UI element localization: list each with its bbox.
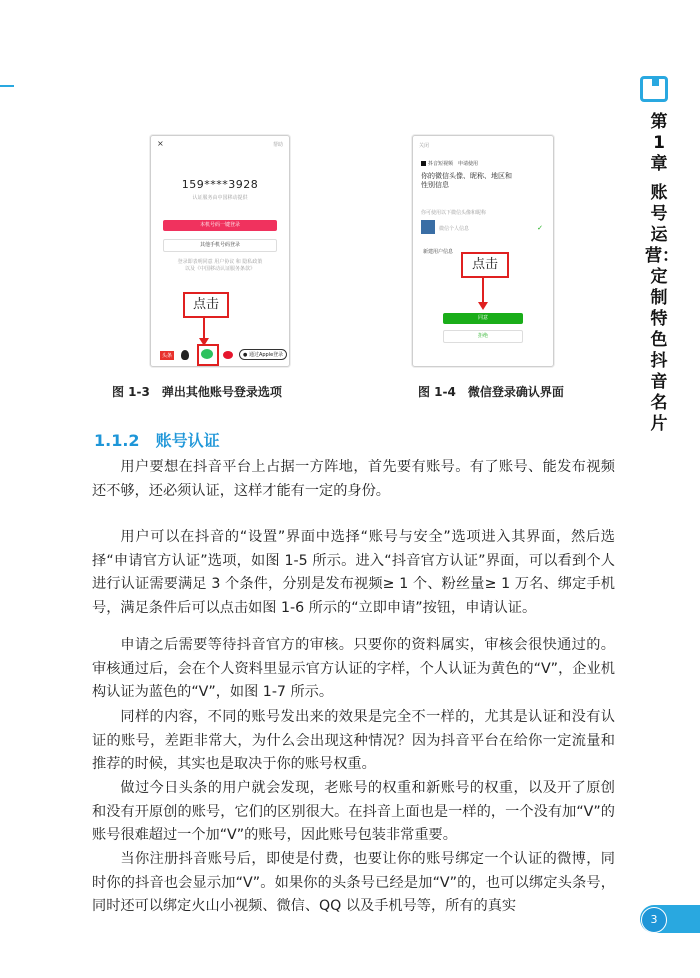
close-link: 关闭 — [419, 143, 430, 149]
figure-1-4-screenshot — [412, 135, 554, 367]
chapter-title: 账号运营：定制特色抖音名片 — [645, 183, 679, 434]
callout-arrowhead — [478, 302, 488, 310]
paragraph-3: 申请之后需要等待抖音官方的审核。只要你的资料属实，审核会很快通过的。审核通过后，会在个人资料里显示官方认证的字样，个人认证为黄色的“V”，企业机构认证为蓝色的“V”，如图 1-7 所示。 — [92, 637, 615, 701]
agreement-line-1: 登录即表明同意 用户协议 和 隐私政策 — [177, 259, 263, 265]
request-text: 你的微信头像、昵称、地区和性别信息 — [421, 172, 512, 189]
page-number: 3 — [641, 907, 667, 933]
douyin-icon — [421, 161, 426, 166]
paragraph-2: 用户可以在抖音的“设置”界面中选择“账号与安全”选项进入其界面，然后选择“申请官方认证”选项，如图 1-5 所示。进入“抖音官方认证”界面，可以看到个人进行认证需要满足 3 个条件，分别是发布视频≥ 1 个、粉丝量≥ 1 万名、绑定手机号，满足条件后可以点击如图 1-6 所示的“立即申请”按钮，申请认证。 — [92, 529, 615, 616]
avatar — [421, 220, 435, 234]
callout-arrow — [482, 276, 484, 304]
check-icon: ✓ — [537, 224, 543, 232]
paragraph-5: 做过今日头条的用户就会发现，老账号的权重和新账号的权重，以及开了原创和没有开原创的账号，它们的区别很大。在抖音上面也是一样的，一个没有加“V”的账号很难超过一个加“V”的账号，因此账号包装非常重要。 — [92, 780, 615, 844]
carrier-note: 认证服务由中国移动提供 — [192, 195, 248, 201]
agreement-line-2: 以及《中国移动认证服务条款》 — [184, 266, 255, 272]
paragraph-4: 同样的内容，不同的账号发出来的效果是完全不一样的，尤其是认证和没有认证的账号，差距非常大，为什么会出现这种情况？因为抖音平台在给你一定流量和推荐的时候，其实也是取决于你的账号权重。 — [92, 709, 615, 773]
figure-1-4-caption: 图 1-4 微信登录确认界面 — [418, 385, 564, 399]
wechat-icon — [201, 349, 213, 359]
chapter-tab — [645, 112, 679, 435]
phone-number: 159****3928 — [181, 178, 259, 191]
apple-login-button: ● 通过Apple登录 — [239, 349, 287, 360]
wechat-user-info: 微信个人信息 — [439, 226, 470, 232]
click-callout: 点击 — [183, 292, 229, 318]
book-icon — [640, 76, 668, 102]
section-title: 账号认证 — [155, 431, 220, 450]
figure-1-3-screenshot — [150, 135, 290, 367]
paragraph-1: 用户要想在抖音平台上占据一方阵地，首先要有账号。有了账号、能发布视频还不够，还必须认证，这样才能有一定的身份。 — [92, 459, 615, 499]
click-callout: 点击 — [461, 252, 509, 278]
reject-button: 拒绝 — [443, 330, 523, 343]
close-icon: × — [157, 139, 164, 148]
other-number-login-button: 其他手机号码登录 — [163, 239, 277, 252]
hint-text: 你可使用以下微信头像和昵称 — [421, 210, 487, 216]
one-click-login-button: 本机号码一键登录 — [163, 220, 277, 231]
callout-arrow — [203, 316, 205, 340]
qq-icon — [181, 350, 189, 360]
paragraph-6: 当你注册抖音账号后，即使是付费，也要让你的账号绑定一个认证的微博，同时你的抖音也会显示加“V”。如果你的头条号已经是加“V”的，也可以绑定头条号，同时还可以绑定火山小视频、微信、QQ 以及手机号等，所有的真实 — [92, 851, 615, 915]
section-heading — [94, 428, 236, 451]
app-request-line: 抖音短视频 申请使用 — [421, 160, 478, 167]
section-number: 1.1.2 — [94, 431, 140, 450]
agree-button: 同意 — [443, 313, 523, 324]
new-user-option: 新建用户信息 — [423, 249, 454, 255]
corner-mark — [0, 85, 14, 87]
figure-1-3-caption: 图 1-3 弹出其他账号登录选项 — [112, 385, 282, 399]
toutiao-icon: 头条 — [162, 353, 173, 359]
help-link: 帮助 — [272, 142, 283, 148]
weibo-icon — [223, 351, 233, 359]
chapter-number: 第1章 — [650, 112, 668, 174]
